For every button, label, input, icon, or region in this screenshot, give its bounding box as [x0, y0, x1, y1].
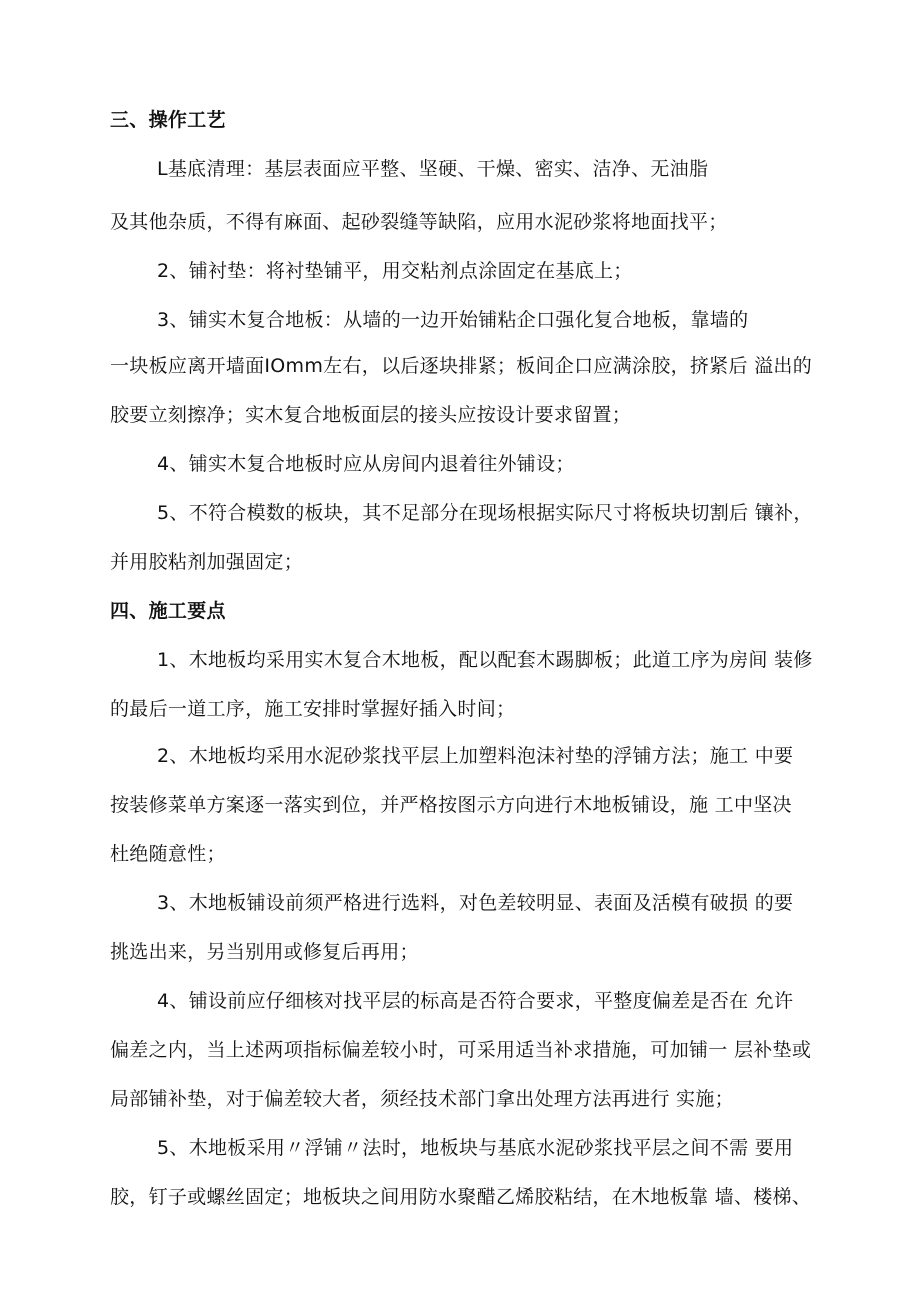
paragraph-line: 杜绝随意性；	[110, 843, 226, 865]
paragraph-line: 3、木地板铺设前须严格进行选料，对色差较明显、表面及活模有破损 的要	[157, 892, 794, 914]
paragraph-line: 胶要立刻擦净；实木复合地板面层的接头应按设计要求留置；	[110, 404, 632, 426]
paragraph-line: 5、不符合模数的板块，其不足部分在现场根据实际尺寸将板块切割后 镶补，	[157, 502, 813, 524]
paragraph-line: 按装修菜单方案逐一落实到位，并严格按图示方向进行木地板铺设，施 工中坚决	[110, 794, 792, 816]
paragraph-line: 胶，钉子或螺丝固定；地板块之间用防水聚醋乙烯胶粘结，在木地板靠 墙、楼梯、	[110, 1186, 812, 1208]
paragraph-line: 4、铺实木复合地板时应从房间内退着往外铺设；	[157, 453, 575, 475]
paragraph-line: 2、铺衬垫：将衬垫铺平，用交粘剂点涂固定在基底上；	[157, 260, 633, 282]
paragraph-line: L基底清理：基层表面应平整、坚硬、干燥、密实、洁净、无油脂	[157, 158, 709, 180]
section-heading: 三、操作工艺	[110, 109, 226, 131]
section-heading: 四、施工要点	[110, 600, 226, 622]
paragraph-line: 4、铺设前应仔细核对找平层的标高是否符合要求，平整度偏差是否在 允许	[157, 990, 794, 1012]
paragraph-line: 并用胶粘剂加强固定；	[110, 551, 304, 573]
paragraph-line: 及其他杂质，不得有麻面、起砂裂缝等缺陷，应用水泥砂浆将地面找平；	[110, 211, 728, 233]
paragraph-line: 一块板应离开墙面IOmm左右，以后逐块排紧；板间企口应满涂胶，挤紧后 溢出的	[110, 355, 813, 377]
paragraph-line: 2、木地板均采用水泥砂浆找平层上加塑料泡沫衬垫的浮铺方法；施工 中要	[157, 745, 794, 767]
paragraph-line: 3、铺实木复合地板：从墙的一边开始铺粘企口强化复合地板，靠墙的	[157, 309, 749, 331]
paragraph-line: 挑选出来，另当别用或修复后再用；	[110, 941, 419, 963]
paragraph-line: 5、木地板采用〃浮铺〃法时，地板块与基底水泥砂浆找平层之间不需 要用	[157, 1137, 794, 1159]
paragraph-line: 局部铺补垫，对于偏差较大者，须经技术部门拿出处理方法再进行 实施；	[110, 1088, 734, 1110]
paragraph-line: 的最后一道工序，施工安排时掌握好插入时间；	[110, 698, 516, 720]
paragraph-line: 偏差之内，当上述两项指标偏差较小时，可采用适当补求措施，可加铺一 层补垫或	[110, 1039, 812, 1061]
paragraph-line: 1、木地板均采用实木复合木地板，配以配套木踢脚板；此道工序为房间 装修	[157, 649, 813, 671]
